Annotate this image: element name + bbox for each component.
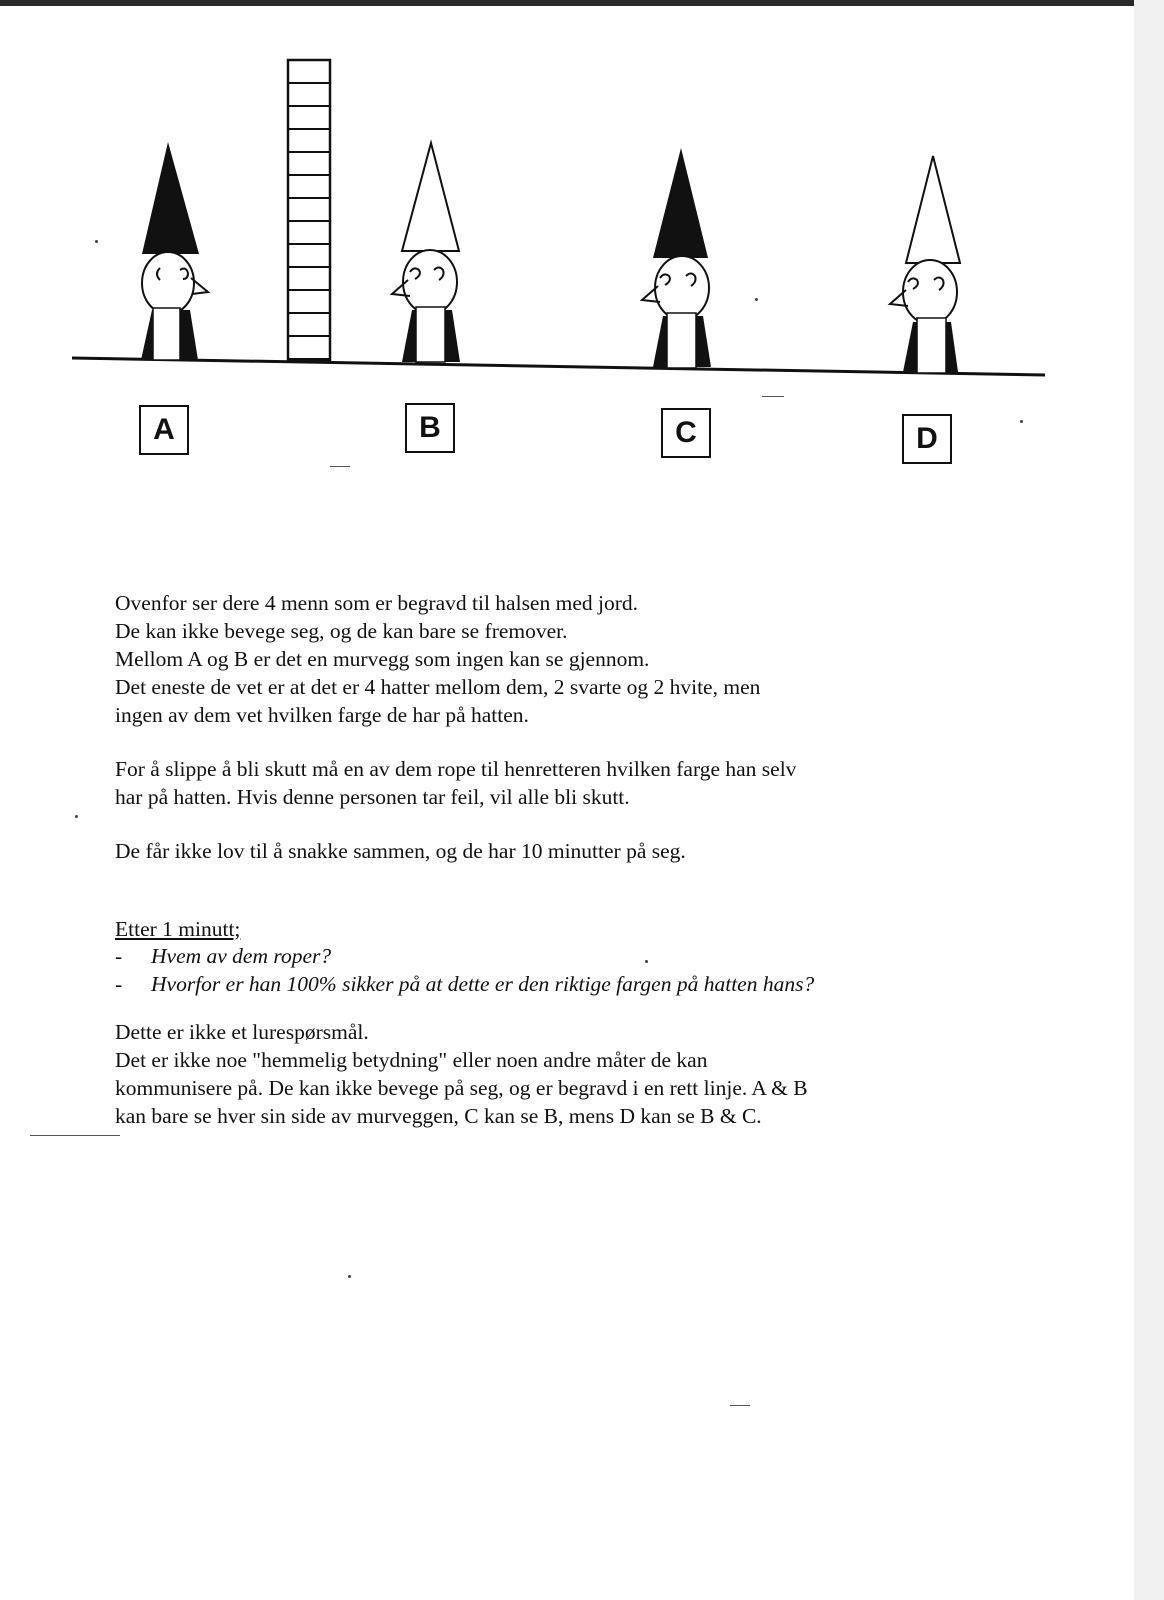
closing-line: Det er ikke noe "hemmelig betydning" eller noen andre måter de kan [115, 1048, 708, 1073]
question-text: Hvorfor er han 100% sikker på at dette er den riktige fargen på hatten hans? [151, 972, 815, 997]
scan-artifact-line [30, 1135, 120, 1136]
person-b [392, 143, 460, 362]
ground-line [72, 358, 1045, 375]
question-text: Hvem av dem roper? [151, 944, 332, 969]
intro-line: Ovenfor ser dere 4 menn som er begravd til halsen med jord. [115, 591, 639, 615]
black-hat-icon [653, 148, 708, 258]
closing-line: kan bare se hver sin side av murveggen, C kan se B, mens D kan se B & C. [115, 1104, 762, 1129]
label-d [902, 414, 952, 464]
scan-speck [348, 1275, 351, 1278]
closing-line: kommunisere på. De kan ikke bevege på seg, og er begravd i en rett linje. A & B [115, 1076, 808, 1101]
scan-speck [1020, 420, 1023, 423]
person-c [642, 148, 711, 368]
brick-wall [288, 60, 330, 360]
intro-line: Det eneste de vet er at det er 4 hatter mellom dem, 2 svarte og 2 hvite, men [115, 674, 761, 699]
label-c [661, 408, 711, 458]
scan-speck [95, 240, 98, 243]
rule-line: For å slippe å bli skutt må en av dem rope til henretteren hvilken farge han selv [115, 756, 797, 781]
black-hat-icon [142, 142, 199, 254]
scan-artifact-line [762, 396, 784, 397]
scan-speck [755, 298, 758, 301]
white-hat-icon [906, 156, 960, 263]
rule-line: har på hatten. Hvis denne personen tar feil, vil alle bli skutt. [115, 784, 630, 809]
label-a-text: A [153, 413, 175, 446]
person-a [141, 142, 208, 360]
scan-artifact-line [730, 1405, 750, 1406]
scan-speck [75, 815, 78, 818]
person-d [890, 156, 960, 373]
head-d [903, 260, 957, 324]
head-c [655, 256, 709, 320]
question-item: - Hvorfor er han 100% sikker på at dette er den riktige fargen på hatten hans? [115, 971, 1015, 999]
intro-line: ingen av dem vet hvilken farge de har på hatten. [115, 702, 529, 727]
scan-artifact-line [330, 466, 350, 467]
intro-line: Mellom A og B er det en murvegg som ingen kan se gjennom. [115, 646, 650, 671]
scan-speck [645, 960, 648, 963]
intro-line: De kan ikke bevege seg, og de kan bare se fremover. [115, 618, 568, 643]
after-heading: Etter 1 minutt; [115, 916, 241, 941]
closing-line: Dette er ikke et lurespørsmål. [115, 1020, 369, 1045]
label-b [405, 403, 455, 453]
label-b-text: B [419, 411, 441, 444]
head-a [142, 252, 194, 314]
label-a [139, 405, 189, 455]
time-line: De får ikke lov til å snakke sammen, og de har 10 minutter på seg. [115, 838, 686, 863]
white-hat-icon [402, 143, 459, 251]
head-b [403, 250, 457, 314]
puzzle-text [115, 590, 1015, 1131]
question-item: - Hvem av dem roper? [115, 943, 1015, 971]
label-c-text: C [675, 416, 697, 449]
label-d-text: D [916, 422, 938, 455]
